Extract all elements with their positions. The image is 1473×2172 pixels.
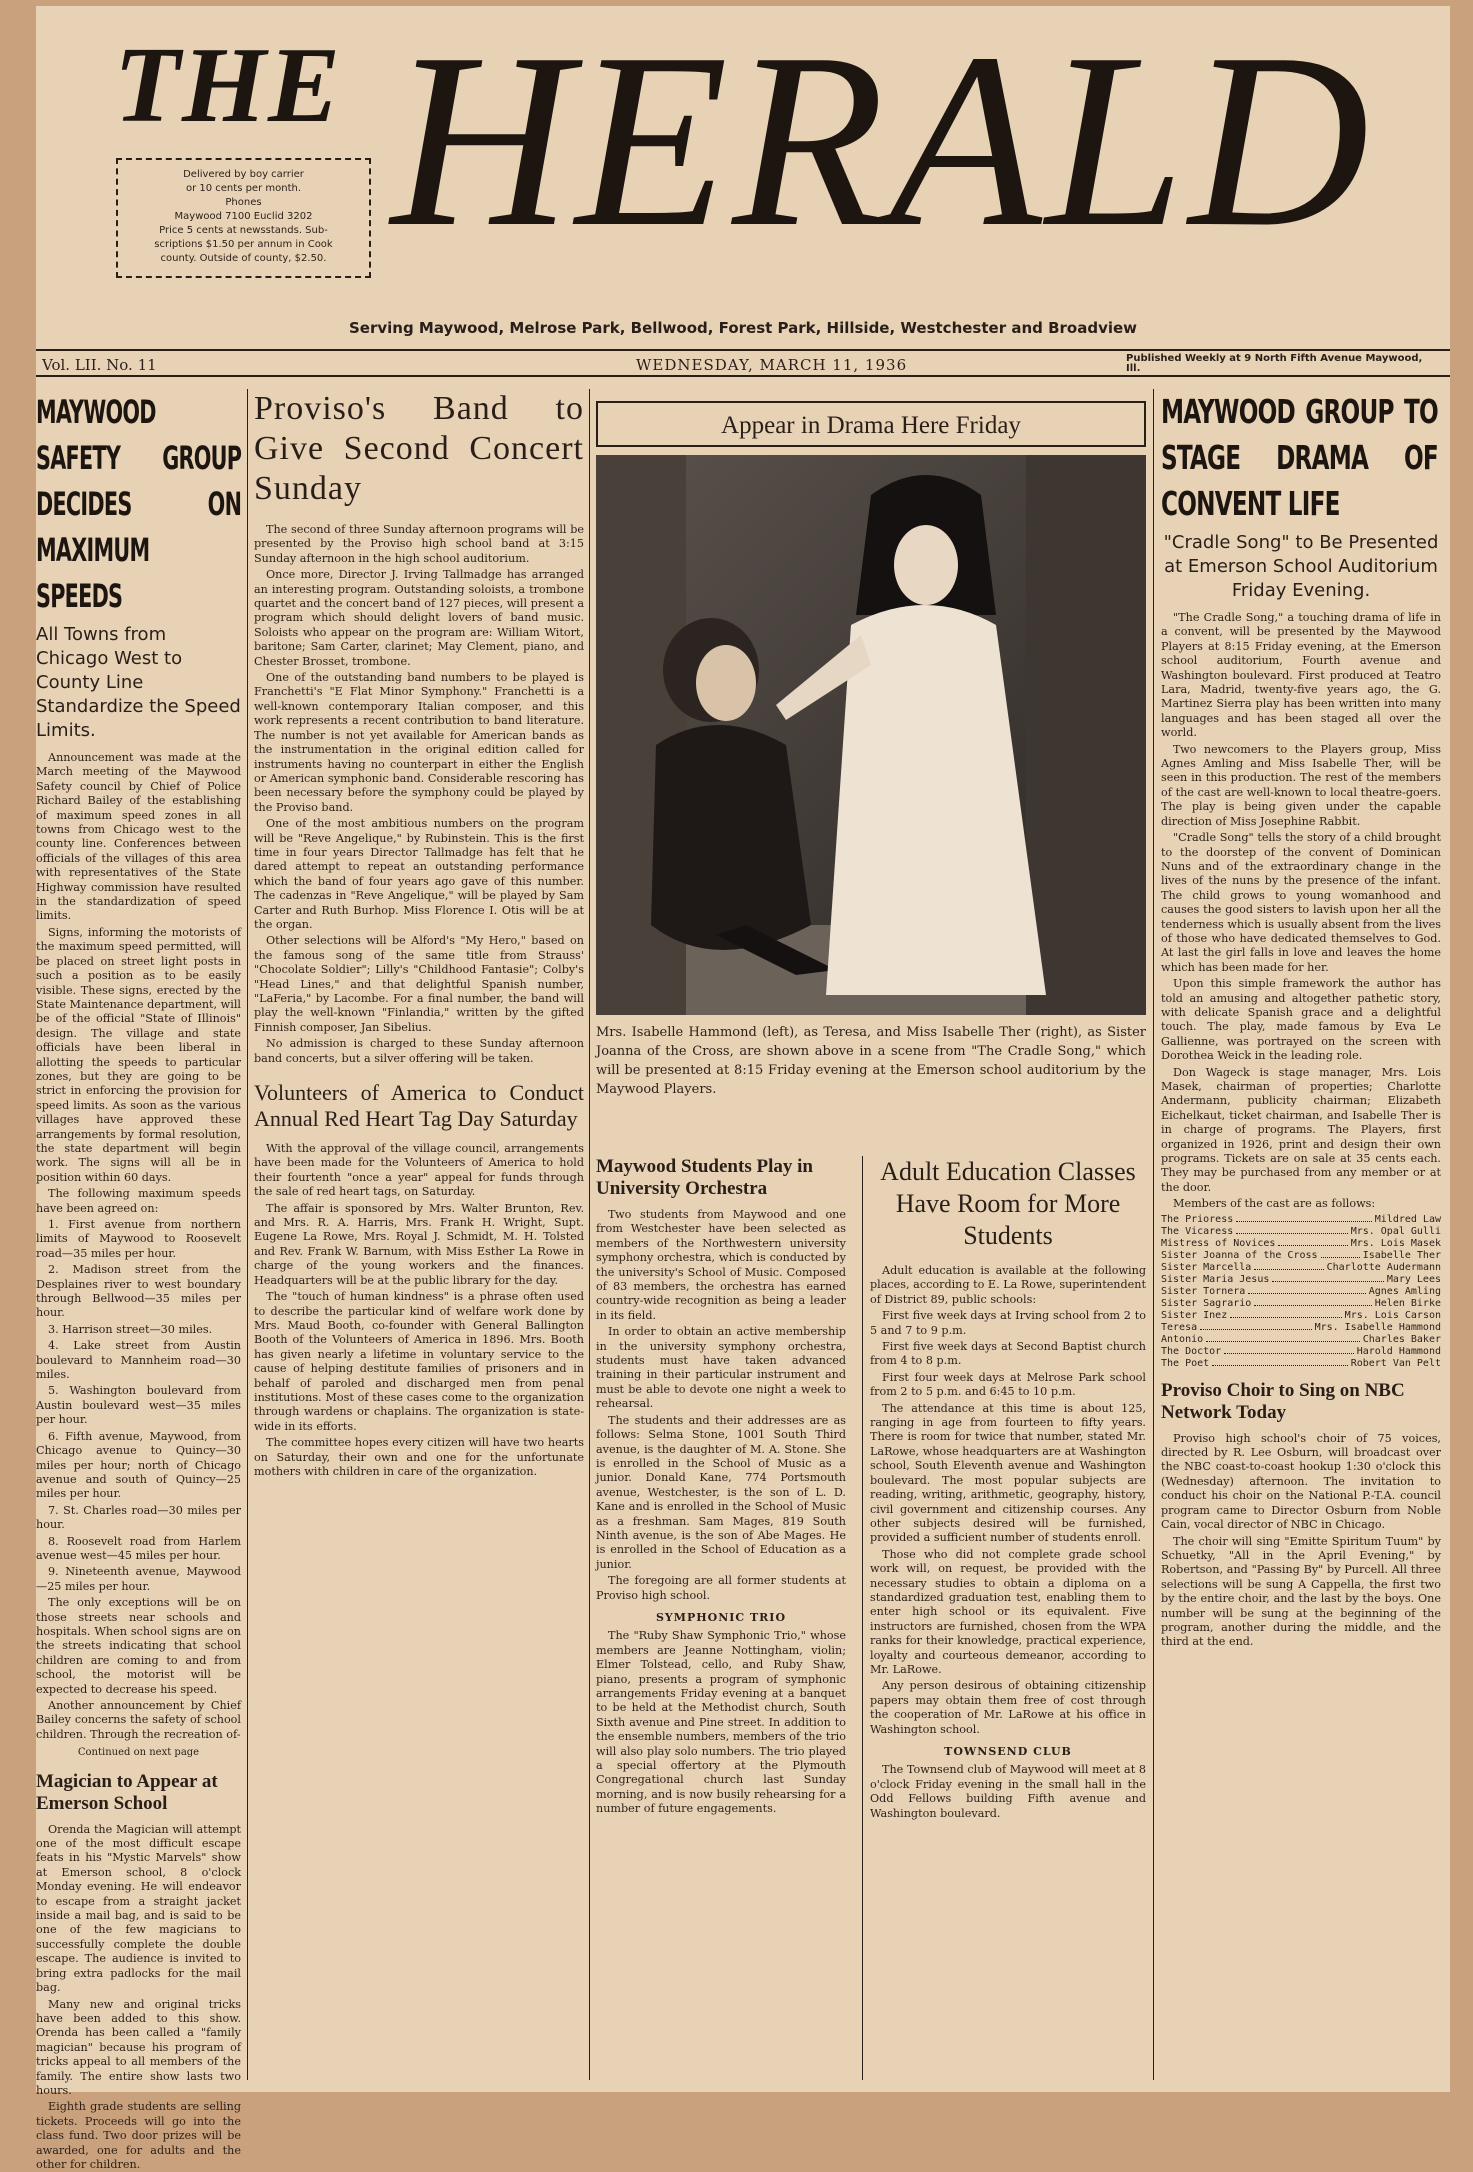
paragraph: "The Cradle Song," a touching drama of life in a convent, will be presented by the Maywood Players at 8:15 Friday evening, at the Emerson school auditorium, Fourth avenue and Washington boulevard. First produced at Teatro Lara, Madrid, twenty-five years ago, the G. Martinez Sierra play has been written into many languages and has been staged all over the world. — [1161, 611, 1441, 740]
drama-article-body — [1161, 611, 1441, 1212]
dot-leader — [1272, 1274, 1383, 1282]
volunteers-article-body — [254, 1142, 584, 1479]
paragraph: The following maximum speeds have been agreed on: — [36, 1187, 241, 1215]
band-article-body — [254, 523, 584, 1066]
delivery-line: Price 5 cents at newsstands. Sub- — [159, 225, 328, 236]
column-rule — [247, 389, 248, 2080]
delivery-info-box — [116, 158, 371, 278]
paragraph: First four week days at Melrose Park school from 2 to 5 p.m. and 6:45 to 10 p.m. — [870, 1370, 1146, 1399]
paragraph: The foregoing are all former students at Proviso high school. — [596, 1574, 846, 1602]
cast-row — [1161, 1214, 1441, 1226]
dot-leader — [1206, 1334, 1360, 1342]
drama-deck: "Cradle Song" to Be Presented at Emerson School Auditorium Friday Evening. — [1163, 532, 1439, 601]
cast-role: Sister Tornera — [1161, 1285, 1246, 1297]
masthead — [36, 2, 1450, 337]
paragraph: Two students from Maywood and one from Westchester have been selected as members of the Northwestern university symphony orchestra, which is conducted by the university's School of Music. Composed of 83 members, the orchestra has earned country-wide recognition as being a leader in its field. — [596, 1208, 846, 1322]
paragraph: 7. St. Charles road—30 miles per hour. — [36, 1503, 241, 1532]
photo-feature — [596, 401, 1146, 1139]
paragraph: Orenda the Magician will attempt one of the most difficult escape feats in his "Mystic Marvels" show at Emerson school, 8 o'clock Monday evening. He will endeavor to escape from a straight jacket inside a mail bag, and is said to be one of the few magicians to successfully complete the double escape. The audience is invited to bring extra padlocks for the mail bag. — [36, 1822, 241, 1995]
safety-article-body — [36, 751, 241, 1742]
magician-headline: Magician to Appear at Emerson School — [36, 1770, 218, 1814]
paragraph: Other selections will be Alford's "My Hero," based on the famous song of the same title from Strauss' "Chocolate Soldier"; Lilly's "Childhood Fantasie"; Colby's "Head Lines," and that delightful Spanish number, "LaFeria," by Lacombe. For a final number, the band will play the well-known "Finlandia," written by the gifted Finnish composer, Jan Sibelius. — [254, 934, 584, 1034]
cast-actor: Mrs. Lois Carson — [1344, 1309, 1441, 1321]
paragraph: The affair is sponsored by Mrs. Walter Brunton, Rev. and Mrs. R. A. Harris, Mrs. Frank H. Wright, Supt. Eugene La Rowe, Mrs. Royal J. Schmidt, M. H. Tolsted and Rev. Frank W. Barnum, with Miss Esther La Rowe in charge of the young workers and the finances. Headquarters will be at the public library for the day. — [254, 1201, 584, 1287]
paragraph: 2. Madison street from the Desplaines river to west boundary through Bellwood—35 miles per hour. — [36, 1263, 241, 1320]
dot-leader — [1278, 1238, 1347, 1246]
cast-role: Sister Inez — [1161, 1309, 1228, 1321]
paragraph: Those who did not complete grade school work will, on request, be provided with the necessary studies to obtain a diploma on a standardized graduation test, enabling them to enter high school or its equivalent. Five instructors are furnished, chosen from the WPA ranks for their knowledge, practical experience, loyalty and courteous demeanor, according to Mr. LaRowe. — [870, 1547, 1146, 1676]
paragraph: The attendance at this time is about 125, ranging in age from fourteen to fifty years. There is room for twice that number, stated Mr. LaRowe, whose headquarters are at Washington school, South Eleventh avenue and Washington boulevard. The most popular subjects are reading, writing, arithmetic, geography, history, civil government and citizenship courses. Any other subjects desired will be furnished, provided a sufficient number of students enroll. — [870, 1401, 1146, 1545]
paragraph: The students and their addresses are as follows: Selma Stone, 1001 South Third avenue, is the daughter of M. A. Stone. She is enrolled in the School of Music as a junior. Donald Kane, 774 Portsmouth avenue, Westchester, is the son of L. D. Kane and is enrolled in the School of Music as a freshman. Sam Mages, 819 South Ninth avenue, is the son of Abe Mages. He is enrolled in the School of Education as a junior. — [596, 1413, 846, 1571]
paragraph: The "touch of human kindness" is a phrase often used to describe the particular kind of welfare work done by Mrs. Maud Booth, co-founder with General Ballington Booth of the Volunteers of America in 1896. Mrs. Booth has given nearly a lifetime in voluntary service to the cause of helping destitute families of prisoners and in behalf of paroled and discharged men from penal institutions. Most of these cases come to the organization through wardens or chaplains. The organization is state-wide in its efforts. — [254, 1290, 584, 1433]
publication-info: Published Weekly at 9 North Fifth Avenue Maywood, Ill. — [1126, 353, 1423, 374]
volunteers-headline: Volunteers of America to Conduct Annual Red Heart Tag Day Saturday — [254, 1080, 584, 1132]
paragraph: Proviso high school's choir of 75 voices, directed by R. Lee Osburn, will broadcast over the NBC coast-to-coast hookup 1:30 o'clock this (Wednesday) afternoon. The invitation to conduct his choir on the National P.-T.A. council program came to Director Osburn from Noble Cain, vocal director of NBC in Chicago. — [1161, 1431, 1441, 1532]
cast-role: Sister Joanna of the Cross — [1161, 1249, 1318, 1261]
cast-row — [1161, 1286, 1441, 1298]
orchestra-headline: Maywood Students Play in University Orchestra — [596, 1156, 813, 1199]
cast-row — [1161, 1358, 1441, 1370]
paragraph: Eighth grade students are selling tickets. Proceeds will go into the class fund. Two door prizes will be awarded, one for adults and the other for children. — [36, 2100, 241, 2171]
paragraph: 3. Harrison street—30 miles. — [48, 1322, 213, 1336]
column-rule — [589, 389, 590, 2080]
paragraph: 5. Washington boulevard from Austin boulevard west—35 miles per hour. — [36, 1384, 241, 1427]
cast-actor: Mrs. Isabelle Hammond — [1314, 1321, 1441, 1333]
dot-leader — [1230, 1310, 1341, 1318]
band-headline: Proviso's Band to Give Second Concert Sunday — [254, 390, 584, 507]
delivery-line: Delivered by boy carrier — [183, 169, 304, 180]
cast-row — [1161, 1238, 1441, 1250]
delivery-line: scriptions $1.50 per annum in Cook — [154, 239, 333, 250]
tagline: Serving Maywood, Melrose Park, Bellwood, Forest Park, Hillside, Westchester and Broadview — [348, 319, 1138, 337]
paragraph: First five week days at Irving school from 2 to 5 and 7 to 9 p.m. — [870, 1309, 1146, 1337]
delivery-line: county. Outside of county, $2.50. — [160, 253, 327, 264]
paragraph: In order to obtain an active membership in the university symphony orchestra, students must have taken advanced training in their particular instrument and must be able to devote one night a week to rehearsal. — [596, 1325, 846, 1411]
cast-actor: Charlotte Audermann — [1326, 1261, 1441, 1273]
adult-education-headline: Adult Education Classes Have Room for More Students — [880, 1157, 1136, 1250]
paragraph: The Townsend club of Maywood will meet at 8 o'clock Friday evening in the small hall in the Odd Fellows building Fifth avenue and Washington boulevard. — [870, 1763, 1146, 1820]
cast-actor: Harold Hammond — [1356, 1345, 1441, 1357]
cast-list — [1161, 1214, 1441, 1370]
cast-row — [1161, 1322, 1441, 1334]
safety-deck: All Towns from Chicago West to County Line Standardize the Speed Limits. — [36, 624, 241, 741]
paragraph: Announcement was made at the March meeting of the Maywood Safety council by Chief of Police Richard Bailey of the establishing of maximum speed zones in all towns from Chicago west to the county line. Conferences between officials of the villages of this area with representatives of the State Highway commission have resulted in the standardization of speed limits. — [36, 751, 241, 923]
cast-role: The Vicaress — [1161, 1225, 1234, 1237]
paragraph: One of the most ambitious numbers on the program will be "Reve Angelique," by Rubinstein. This is the first time in four years Director Tallmadge has felt that he dared attempt to repeat an outstanding performance which the band of four years ago gave of this number. The cadenzas in "Reve Angelique," will be played by Sam Carter and Ruth Burhop. Miss Florence I. Otis will be at the organ. — [254, 817, 584, 931]
cast-actor: Mildred Law — [1374, 1213, 1441, 1225]
dot-leader — [1224, 1346, 1353, 1354]
magician-article-body — [36, 1823, 241, 2172]
paragraph: 4. Lake street from Austin boulevard to Mannheim road—30 miles. — [36, 1339, 241, 1382]
cast-row — [1161, 1226, 1441, 1238]
paragraph: Another announcement by Chief Bailey concerns the safety of school children. Through the recreation of- — [36, 1699, 241, 1741]
paragraph: Upon this simple framework the author has told an amusing and altogether pathetic story, with delicate Spanish grace and a delightful touch. The play, made famous by Eva Le Gallienne, was portrayed on the screen with Dorothea Weick in the leading role. — [1161, 977, 1441, 1063]
paragraph: Signs, informing the motorists of the maximum speed permitted, will be placed on street light posts in such a position as to be easily visible. These signs, erected by the State Maintenance department, will be of the official "State of Illinois" design. The village and state officials have been liberal in allotting the speeds to particular zones, but they are going to be strict in enforcing the provision for speed limits. As soon as the various villages have approved these arrangements by formal resolution, the state department will begin work. The signs will all be in position within 60 days. — [36, 925, 241, 1184]
column-rule — [1153, 389, 1154, 2080]
newspaper-page — [36, 2, 1450, 2171]
cast-actor: Agnes Amling — [1368, 1285, 1441, 1297]
masthead-herald: HERALD — [391, 2, 1374, 279]
choir-article-body — [1161, 1432, 1441, 1650]
paragraph: Don Wageck is stage manager, Mrs. Lois Masek, chairman of properties; Charlotte Andermann, publicity chairman; Elizabeth Eichelkaut, ticket chairman, and Isabelle Ther is in charge of programs. The Players, first organized in 1926, print and design their own programs. Tickets are on sale at 35 cents each. They may be purchased from any member or at the door. — [1161, 1065, 1441, 1194]
paragraph: Two newcomers to the Players group, Miss Agnes Amling and Miss Isabelle Ther, will be seen in this production. The rest of the members of the cast are well-known to local theatre-goers. The play is being given under the capable direction of Miss Josephine Rabbit. — [1161, 742, 1441, 828]
cast-actor: Helen Birke — [1374, 1297, 1441, 1309]
dot-leader — [1200, 1322, 1311, 1330]
column-orchestra — [596, 1156, 846, 2082]
trio-subhead: SYMPHONIC TRIO — [655, 1610, 787, 1624]
column-adult-education — [870, 1156, 1146, 2082]
paragraph: The second of three Sunday afternoon programs will be presented by the Proviso high school band at 3:15 Sunday afternoon in the high school auditorium. — [254, 523, 584, 565]
cast-role: The Doctor — [1161, 1345, 1222, 1357]
dot-leader — [1321, 1250, 1360, 1258]
paragraph: Once more, Director J. Irving Tallmadge has arranged an interesting program. Outstanding soloists, a trombone quartet and the concert band of 127 pieces, will present a program which should delight lovers of band music. Soloists who appear on the program are: William Witort, baritone; Sam Carter, clarinet; May Clement, piano, and Chester Brosset, trombone. — [254, 568, 584, 668]
paragraph: "Cradle Song" tells the story of a child brought to the doorstep of the convent of Dominican Nuns and of the extraordinary change in the lives of the nuns by the presence of the infant. The child grows to young womanhood and causes the good sisters to lavish upon her all the tenderness which is usually absent from the lives of those who have dedicated themselves to God. At last the girl falls in love and leaves the home which has been made for her. — [1161, 831, 1441, 974]
townsend-subhead: TOWNSEND CLUB — [944, 1745, 1072, 1758]
paragraph: The "Ruby Shaw Symphonic Trio," whose members are Jeanne Nottingham, violin; Elmer Tolstead, cello, and Ruby Shaw, piano, presents a program of symphonic arrangements Friday evening at a banquet to be held at the Methodist church, South Sixth avenue and Pine street. In addition to the ensemble numbers, members of the trio will also play solo numbers. The trio played a special offertory at the Plymouth Congregational church last Sunday morning, and is now busily rehearsing for a number of future engagements. — [596, 1629, 846, 1816]
cast-actor: Mrs. Lois Masek — [1350, 1237, 1441, 1249]
paragraph: First five week days at Second Baptist church from 4 to 8 p.m. — [870, 1340, 1146, 1368]
cast-row — [1161, 1346, 1441, 1358]
cast-actor: Robert Van Pelt — [1350, 1357, 1441, 1369]
orchestra-article-body — [596, 1208, 846, 1603]
dot-leader — [1254, 1298, 1371, 1306]
continued-note: Continued on next page — [77, 1747, 200, 1759]
paragraph: The committee hopes every citizen will have two hearts on Saturday, their own and one for the unfortunate mothers with children in care of the organization. — [254, 1436, 584, 1478]
cast-row — [1161, 1310, 1441, 1322]
dot-leader — [1236, 1214, 1372, 1222]
cast-actor: Mary Lees — [1386, 1273, 1441, 1285]
cast-role: The Prioress — [1161, 1213, 1234, 1225]
column-safety — [36, 389, 242, 2171]
column-drama — [1161, 389, 1441, 2082]
paragraph: The choir will sing "Emitte Spiritum Tuum" by Schuetky, "All in the April Evening," by Robertson, and "Passing By" by Purcell. All three selections will be sung A Cappella, the first two by the entire choir, and the last by the boys. One number will be sung at the beginning of the program, another during the middle, and the third at the end. — [1161, 1534, 1441, 1649]
trio-article-body — [596, 1629, 846, 1816]
adult-education-body — [870, 1264, 1146, 1737]
dot-leader — [1236, 1226, 1347, 1234]
safety-headline: MAYWOOD SAFETY GROUP DECIDES ON MAXIMUM SPEEDS — [36, 393, 242, 615]
dot-leader — [1248, 1286, 1365, 1294]
photo-caption: Mrs. Isabelle Hammond (left), as Teresa, and Miss Isabelle Ther (right), as Sister Joanna of the Cross, are shown above in a scene from "The Cradle Song," which will be presented at 8:15 Friday evening at the Emerson school auditorium by the Maywood Players. — [596, 1025, 1146, 1097]
cast-row — [1161, 1262, 1441, 1274]
drama-photo-illustration — [596, 455, 1146, 1015]
paragraph: Any person desirous of obtaining citizenship papers may obtain them free of cost through the cooperation of Mr. LaRowe at his office in Washington school. — [870, 1679, 1146, 1736]
dot-leader — [1212, 1358, 1348, 1366]
cast-actor: Mrs. Opal Gulli — [1350, 1225, 1441, 1237]
delivery-line: Maywood 7100 Euclid 3202 — [174, 211, 313, 222]
masthead-the: THE — [114, 26, 343, 145]
delivery-line: or 10 cents per month. — [185, 183, 302, 194]
cast-row — [1161, 1250, 1441, 1262]
cast-row — [1161, 1298, 1441, 1310]
cast-row — [1161, 1334, 1441, 1346]
paragraph: With the approval of the village council, arrangements have been made for the Volunteers of America to hold their fourtenth "once a year" appeal for funds through the sale of red heart tags, on Saturday. — [254, 1142, 584, 1199]
cast-role: Sister Maria Jesus — [1161, 1273, 1270, 1285]
paragraph: Adult education is available at the following places, according to E. La Rowe, superintendent of District 89, public schools: — [870, 1264, 1146, 1306]
paragraph: Members of the cast are as follows: — [1173, 1197, 1376, 1211]
paragraph: 6. Fifth avenue, Maywood, from Chicago avenue to Quincy—30 miles per hour; north of Chicago avenue and south of Quincy—25 miles per hour. — [36, 1429, 241, 1501]
paragraph: No admission is charged to these Sunday afternoon band concerts, but a silver offering will be taken. — [254, 1037, 584, 1065]
paragraph: 8. Roosevelt road from Harlem avenue west—45 miles per hour. — [36, 1534, 241, 1562]
choir-headline: Proviso Choir to Sing on NBC Network Today — [1161, 1379, 1405, 1423]
drama-headline: MAYWOOD GROUP TO STAGE DRAMA OF CONVENT LIFE — [1161, 392, 1438, 523]
cast-role: The Poet — [1161, 1357, 1210, 1369]
delivery-line: Phones — [225, 197, 262, 208]
drama-photo — [596, 455, 1146, 1015]
paragraph: One of the outstanding band numbers to be played is Franchetti's "E Flat Minor Symphony." Franchetti is a well-known contemporary Italian composer, and this work represents a recent contribution to band literature. The number is not yet available for American bands as the instrumentation in the original edition called for instruments having no counterpart in either the English or American symphonic band. Considerable rescoring has been necessary before the symphony could be played by the Proviso band. — [254, 671, 584, 814]
photo-title: Appear in Drama Here Friday — [596, 401, 1146, 447]
cast-role: Antonio — [1161, 1333, 1204, 1345]
paragraph: 9. Nineteenth avenue, Maywood—25 miles per hour. — [36, 1565, 241, 1593]
cast-role: Teresa — [1161, 1321, 1198, 1333]
volume-number: Vol. LII. No. 11 — [42, 356, 157, 374]
cast-row — [1161, 1274, 1441, 1286]
townsend-body — [870, 1763, 1146, 1821]
dateline — [36, 349, 1450, 377]
paragraph: 1. First avenue from northern limits of Maywood to Roosevelt road—35 miles per hour. — [36, 1218, 241, 1260]
paragraph: Many new and original tricks have been added to this show. Orenda has been called a "family magician" because his program of tricks appeal to all members of the family. The entire show lasts two hours. — [36, 1997, 241, 2097]
paragraph: The only exceptions will be on those streets near schools and hospitals. When school signs are on the streets indicating that school children are coming to and from school, the motorist will be expected to decrease his speed. — [36, 1596, 241, 1696]
cast-role: Sister Sagrario — [1161, 1297, 1252, 1309]
column-band — [254, 389, 584, 2082]
dot-leader — [1254, 1262, 1323, 1270]
cast-actor: Isabelle Ther — [1362, 1249, 1441, 1261]
cast-role: Sister Marcella — [1161, 1261, 1252, 1273]
cast-actor: Charles Baker — [1362, 1333, 1441, 1345]
cast-role: Mistress of Novices — [1161, 1237, 1276, 1249]
column-rule — [862, 1156, 863, 2080]
issue-date: WEDNESDAY, MARCH 11, 1936 — [636, 356, 908, 374]
